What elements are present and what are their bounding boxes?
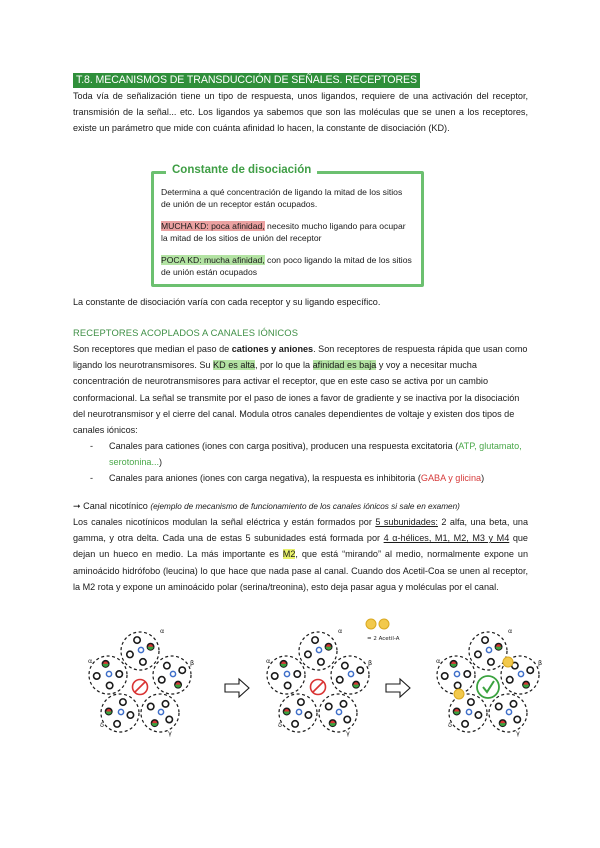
nic-text-3: que dejan un hueco en medio. La más importante es	[73, 533, 528, 560]
helix	[475, 651, 481, 657]
helix	[475, 712, 481, 718]
helix	[305, 712, 311, 718]
subunit-label: α	[88, 657, 93, 665]
helix-inner	[316, 647, 321, 652]
channels-text-1: Son receptores que median el paso de	[73, 344, 232, 354]
helix-inner	[454, 671, 459, 676]
subunit-label: γ	[516, 729, 520, 737]
helix-inner	[506, 709, 511, 714]
helix	[164, 662, 170, 668]
helix-inner	[296, 709, 301, 714]
helix	[468, 699, 474, 705]
helix	[166, 716, 172, 722]
helix	[120, 699, 126, 705]
nic-text-4: , que está “mirando” al medio, normalmente expone un aminoácido hidrófobo (leucina) lo que hace que nada pase al canal. Cuando dos Acetil-Coa se unen al receptor, la M2 rota y expone un aminoácido polar (serina/treonina), esto deja pasar agua y moléculas por el canal.	[73, 549, 529, 592]
anion-channel-text: Canales para aniones (iones con carga negativa), la respuesta es inhibitoria (	[109, 473, 421, 483]
helix-inner	[158, 709, 163, 714]
subunit-label: α	[508, 627, 513, 635]
arrow-icon: ➞	[73, 501, 81, 511]
acetylcoa-ligand-icon	[379, 619, 389, 629]
helix	[510, 701, 516, 707]
subunit-label: α	[338, 627, 343, 635]
channels-text-4: y voy a necesitar mucha concentración de neurotransmisores para activar el receptor, que en este caso se activa por un cambio conformacional. La señal se transmite por el paso de iones a favor de gradiente y se inactiva por la disociación del neurotransmisor y el cierre del canal. Modula otros canales dependientes de voltaje y existen dos tipos de canales iónicos:	[73, 360, 520, 436]
kd-low-text: con poco ligando la mitad de los sitios de unión están ocupados	[161, 255, 412, 278]
helix	[482, 637, 488, 643]
kd-high-highlight: KD es alta	[213, 360, 255, 371]
open-channel-icon	[477, 676, 499, 698]
subunit-label: γ	[168, 729, 172, 737]
process-arrow-icon	[225, 679, 249, 697]
helix-inner	[466, 709, 471, 714]
helix	[272, 673, 278, 679]
helix	[305, 651, 311, 657]
helix	[442, 673, 448, 679]
helix-inner	[138, 647, 143, 652]
acetylcoa-ligand-icon	[503, 657, 513, 667]
nic-text-2: 2 alfa, una beta, una gamma, y otra delta. Cada una de estas 5 subunidades está formada por	[73, 517, 529, 544]
helix	[294, 671, 300, 677]
nicotinic-note: (ejemplo de mecanismo de funcionamiento de los canales iónicos si sale en examen)	[150, 502, 460, 511]
helix	[318, 659, 324, 665]
helix	[127, 651, 133, 657]
acetylcoa-ligand-icon	[454, 689, 464, 699]
helix	[464, 671, 470, 677]
list-end: )	[481, 473, 485, 483]
ligand-legend: = 2 Acetil-A	[367, 636, 400, 642]
helix	[344, 716, 350, 722]
process-arrow-icon	[386, 679, 410, 697]
kd-box-title: Constante de disociación	[166, 161, 317, 179]
list-end: )	[159, 457, 163, 468]
list-dash: -	[90, 441, 94, 451]
helix	[116, 671, 122, 677]
inhibitory-ligands: GABA y glicina	[420, 473, 482, 483]
helix	[159, 677, 165, 683]
helix-inner	[518, 671, 523, 676]
helix	[114, 721, 120, 727]
helix	[326, 703, 332, 709]
excitatory-ligands: ATP, glutamato, serotonina...	[109, 441, 522, 468]
helix	[134, 637, 140, 643]
acetylcoa-ligand-icon	[366, 619, 376, 629]
helix	[140, 659, 146, 665]
helix	[514, 716, 520, 722]
helix	[148, 703, 154, 709]
helix	[337, 677, 343, 683]
helix	[94, 673, 100, 679]
helix	[127, 712, 133, 718]
helix	[298, 699, 304, 705]
subunit-label: α	[436, 657, 441, 665]
subunit-label: β	[368, 659, 373, 667]
helix	[488, 659, 494, 665]
helix-inner	[284, 671, 289, 676]
nic-text-1: Los canales nicotínicos modulan la señal eléctrica y están formados por	[73, 517, 376, 527]
low-affinity-highlight: afinidad es baja	[312, 360, 377, 371]
subunit-label: γ	[346, 729, 350, 737]
helix	[292, 721, 298, 727]
channels-text-3: , por lo que la	[254, 360, 313, 371]
helix-inner	[486, 647, 491, 652]
kd-high-label: MUCHA KD: poca afinidad,	[161, 221, 265, 231]
helix	[462, 721, 468, 727]
cation-channel-text: Canales para cationes (iones con carga positiva), producen una respuesta excitatoria (	[109, 441, 459, 451]
helix-inner	[336, 709, 341, 714]
helix-inner	[106, 671, 111, 676]
helix	[179, 667, 185, 673]
intro-paragraph: Toda vía de señalización tiene un tipo de respuesta, unos ligandos, requiere de una activación del receptor, transmisión de la señal... etc. Los ligandos ya sabemos que son las moléculas que se unen a los receptores, existe un parámetro que mide con cuánta afinidad lo hacen, la constante de disociación (KD).	[73, 91, 528, 134]
helix	[496, 703, 502, 709]
helix	[342, 662, 348, 668]
helices-underline: 4 α-hélices, M1, M2, M3 y M4	[383, 533, 510, 544]
nicotinic-label: Canal nicotínico	[83, 501, 148, 511]
helix	[106, 682, 112, 688]
helix	[312, 637, 318, 643]
helix	[357, 667, 363, 673]
cations-anions: cationes y aniones	[231, 344, 314, 354]
page-title: T.8. MECANISMOS DE TRANSDUCCIÓN DE SEÑALES. RECEPTORES	[73, 73, 420, 88]
subunits-underline: 5 subunidades:	[375, 517, 438, 527]
section-title: RECEPTORES ACOPLADOS A CANALES IÓNICOS	[73, 327, 299, 338]
kd-definition: Determina a qué concentración de ligando la mitad de los sitios de unión de un receptor están ocupados.	[161, 187, 403, 210]
helix-inner	[348, 671, 353, 676]
kd-low-label: POCA KD: mucha afinidad,	[161, 255, 265, 265]
subunit-label: δ	[278, 721, 282, 729]
subunit-label: δ	[100, 721, 104, 729]
m2-highlight: M2	[282, 549, 296, 560]
subunit-label: δ	[448, 721, 452, 729]
helix	[454, 682, 460, 688]
helix	[284, 682, 290, 688]
list-dash: -	[90, 473, 94, 483]
subunit-label: β	[190, 659, 195, 667]
helix-inner	[118, 709, 123, 714]
helix	[507, 677, 513, 683]
helix	[162, 701, 168, 707]
helix	[340, 701, 346, 707]
helix	[527, 667, 533, 673]
helix-inner	[170, 671, 175, 676]
channels-text-2: . Son receptores de respuesta rápida que usan como ligando los neurotransmisores. Su	[73, 344, 528, 371]
kd-note: La constante de disociación varía con cada receptor y su ligando específico.	[73, 297, 381, 307]
kd-high-text: necesito mucho ligando para ocupar la mitad de los sitios de unión del receptor	[161, 221, 406, 244]
subunit-label: α	[266, 657, 271, 665]
subunit-label: β	[538, 659, 543, 667]
subunit-label: α	[160, 627, 165, 635]
